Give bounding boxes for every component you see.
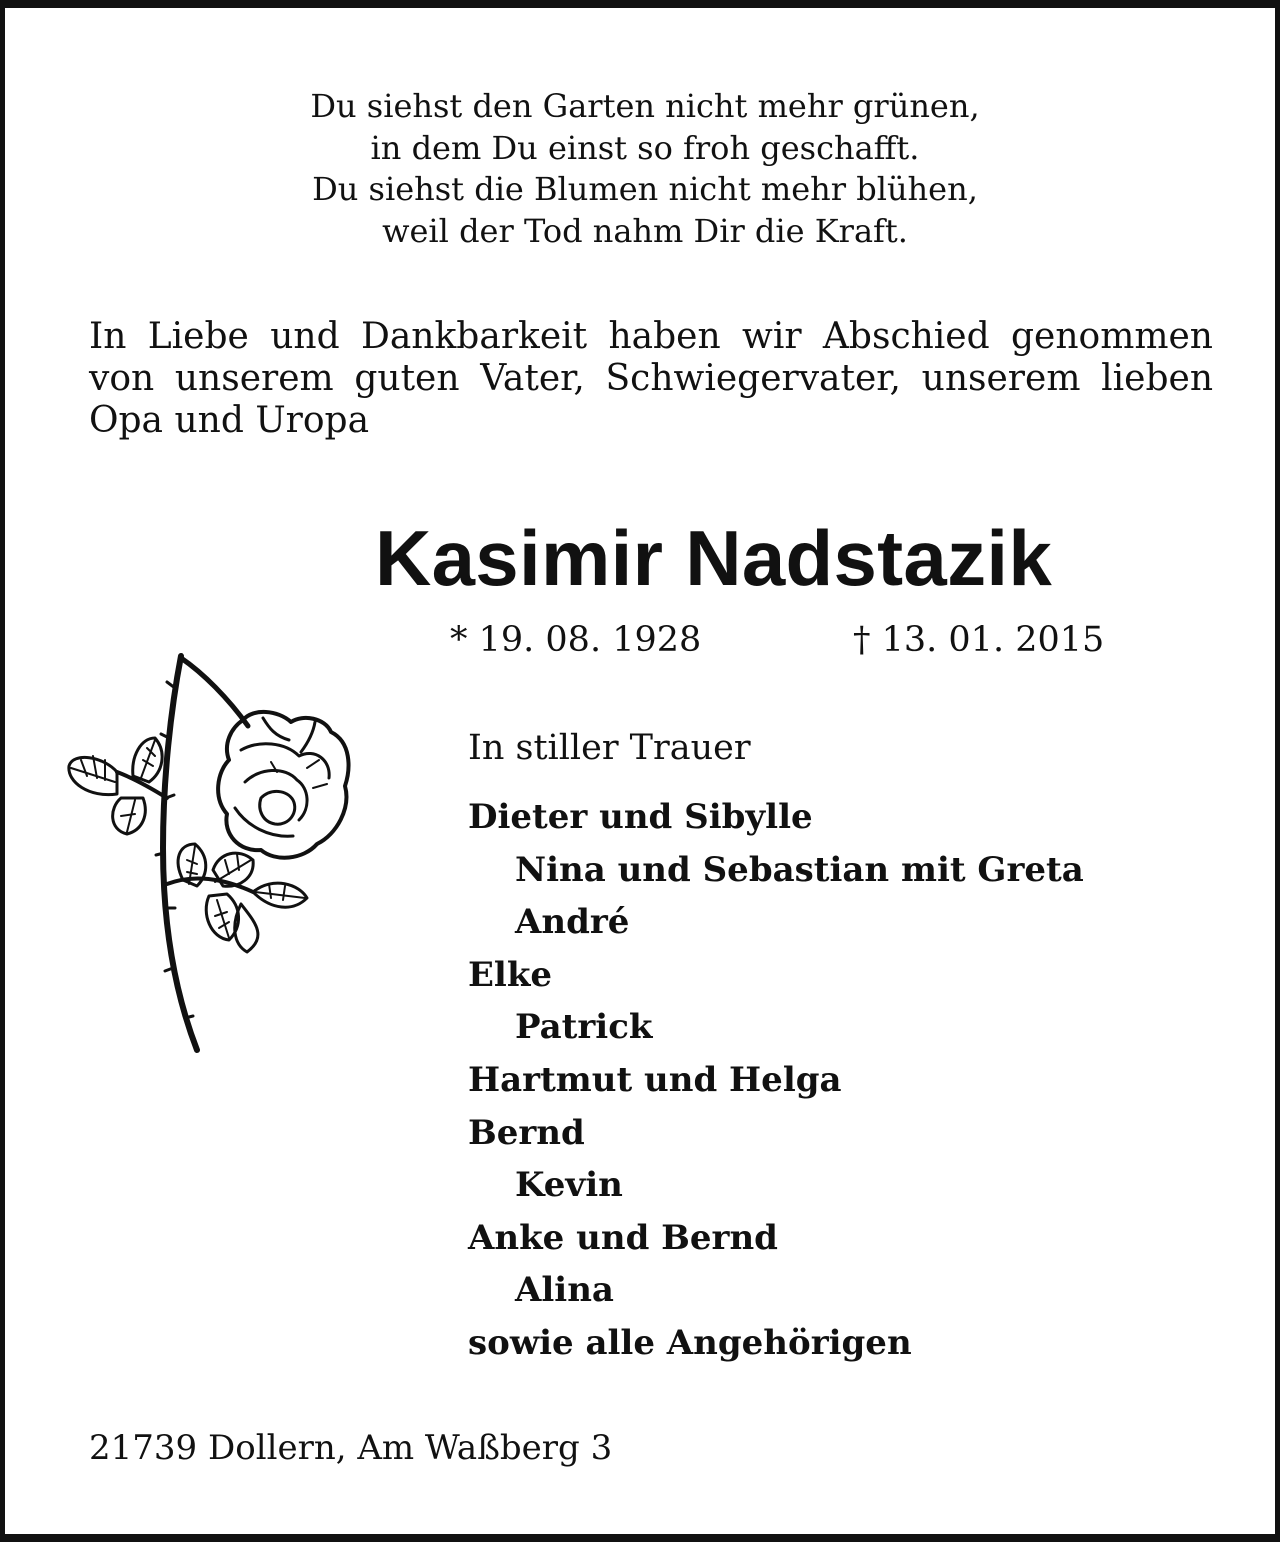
intro-text — [89, 316, 1213, 442]
poem-line: weil der Tod nahm Dir die Kraft. — [382, 211, 908, 250]
death-date: † 13. 01. 2015 — [853, 620, 1105, 660]
intro-line: Opa und Uropa — [89, 400, 370, 441]
family-member: Dieter und Sibylle — [468, 797, 813, 837]
poem-line: Du siehst die Blumen nicht mehr blühen, — [312, 170, 978, 208]
rose-icon — [63, 648, 363, 1058]
deceased-name: Kasimir Nadstazik — [375, 514, 1053, 602]
poem-line: in dem Du einst so froh geschafft. — [370, 128, 920, 167]
family-member: André — [515, 902, 630, 943]
intro-line: von unserem guten Vater, Schwiegervater, unserem lieben — [89, 358, 1213, 399]
family-member: sowie alle Angehörigen — [468, 1322, 912, 1363]
poem-line: Du siehst den Garten nicht mehr grünen, — [310, 87, 980, 125]
family-member: Anke und Bernd — [468, 1217, 778, 1258]
family-member: Hartmut und Helga — [468, 1059, 842, 1100]
family-member: Kevin — [515, 1165, 623, 1206]
family-list — [468, 791, 1084, 1370]
mourning-heading: In stiller Trauer — [468, 728, 751, 768]
family-member: Elke — [468, 954, 553, 995]
family-member: Patrick — [515, 1007, 653, 1048]
poem — [5, 86, 1280, 252]
family-member: Nina und Sebastian mit Greta — [515, 849, 1084, 890]
family-member: Bernd — [468, 1112, 585, 1153]
birth-date: * 19. 08. 1928 — [450, 620, 702, 660]
address: 21739 Dollern, Am Waßberg 3 — [89, 1428, 613, 1468]
family-member: Alina — [515, 1270, 614, 1311]
intro-line: In Liebe und Dankbarkeit haben wir Abschied genommen — [89, 316, 1213, 357]
